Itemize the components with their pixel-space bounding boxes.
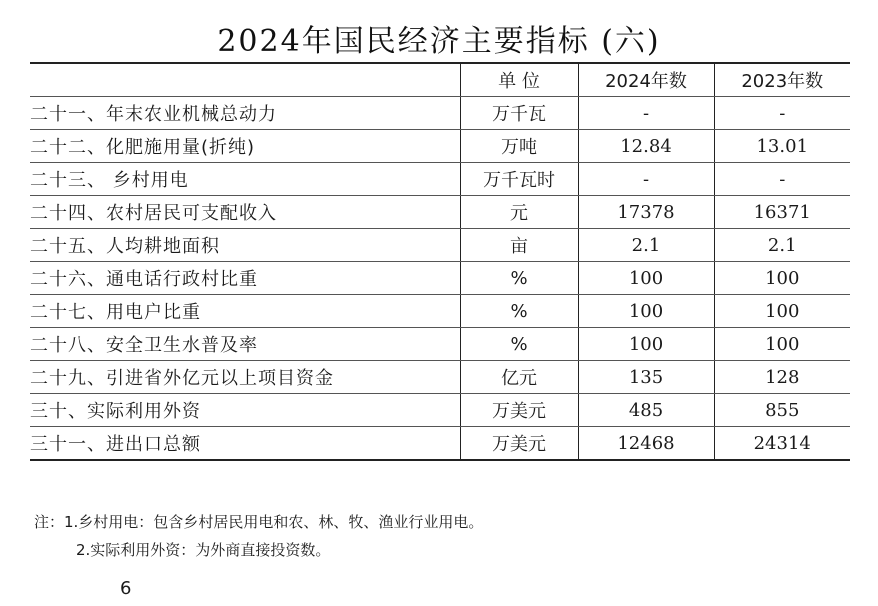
- value-2023: 855: [714, 394, 850, 427]
- table-row: [30, 262, 850, 295]
- note-2: 2.实际利用外资：为外商直接投资数。: [76, 541, 331, 559]
- header-indicator: [30, 63, 460, 97]
- value-2023: 16371: [714, 196, 850, 229]
- indicator-name: 二十五、人均耕地面积: [30, 229, 460, 262]
- table-row: [30, 328, 850, 361]
- unit-cell: 元: [460, 196, 578, 229]
- value-2024: 100: [578, 328, 714, 361]
- value-2023: 13.01: [714, 130, 850, 163]
- indicator-name: 二十七、用电户比重: [30, 295, 460, 328]
- unit-cell: 万千瓦时: [460, 163, 578, 196]
- header-2023: 2023年数: [714, 63, 850, 97]
- indicator-name: 三十一、进出口总额: [30, 427, 460, 461]
- value-2023: 100: [714, 295, 850, 328]
- indicator-name: 二十一、年末农业机械总动力: [30, 97, 460, 130]
- indicator-name: 二十三、 乡村用电: [30, 163, 460, 196]
- note-1: 注：1.乡村用电：包含乡村居民用电和农、林、牧、渔业行业用电。: [34, 513, 484, 531]
- value-2023: 100: [714, 262, 850, 295]
- unit-cell: 万千瓦: [460, 97, 578, 130]
- value-2023: 2.1: [714, 229, 850, 262]
- indicator-name: 二十八、安全卫生水普及率: [30, 328, 460, 361]
- table-row: [30, 361, 850, 394]
- indicator-name: 二十四、农村居民可支配收入: [30, 196, 460, 229]
- unit-cell: %: [460, 262, 578, 295]
- table-row: [30, 163, 850, 196]
- value-2023: 24314: [714, 427, 850, 461]
- value-2024: 17378: [578, 196, 714, 229]
- value-2023: 128: [714, 361, 850, 394]
- value-2023: -: [714, 163, 850, 196]
- table-row: [30, 295, 850, 328]
- indicators-table: [30, 62, 850, 461]
- unit-cell: 万美元: [460, 427, 578, 461]
- unit-cell: %: [460, 295, 578, 328]
- indicator-name: 二十九、引进省外亿元以上项目资金: [30, 361, 460, 394]
- value-2024: -: [578, 163, 714, 196]
- value-2023: 100: [714, 328, 850, 361]
- value-2024: 12468: [578, 427, 714, 461]
- indicator-name: 二十六、通电话行政村比重: [30, 262, 460, 295]
- value-2024: 100: [578, 262, 714, 295]
- value-2024: 135: [578, 361, 714, 394]
- unit-cell: 亿元: [460, 361, 578, 394]
- value-2024: -: [578, 97, 714, 130]
- page-title: 2024年国民经济主要指标 (六): [217, 24, 661, 59]
- value-2024: 2.1: [578, 229, 714, 262]
- table-row: [30, 97, 850, 130]
- page-number: 6: [120, 578, 132, 599]
- table-row: [30, 229, 850, 262]
- value-2024: 100: [578, 295, 714, 328]
- table-body: [30, 97, 850, 461]
- indicator-name: 三十、实际利用外资: [30, 394, 460, 427]
- table-row: [30, 394, 850, 427]
- value-2024: 12.84: [578, 130, 714, 163]
- unit-cell: 万吨: [460, 130, 578, 163]
- table-row: [30, 427, 850, 461]
- table-row: [30, 130, 850, 163]
- indicator-name: 二十二、化肥施用量(折纯): [30, 130, 460, 163]
- notes: [34, 508, 483, 564]
- header-unit: 单 位: [460, 63, 578, 97]
- table-row: [30, 196, 850, 229]
- value-2024: 485: [578, 394, 714, 427]
- unit-cell: 亩: [460, 229, 578, 262]
- unit-cell: %: [460, 328, 578, 361]
- header-2024: 2024年数: [578, 63, 714, 97]
- table-header-row: [30, 63, 850, 97]
- value-2023: -: [714, 97, 850, 130]
- unit-cell: 万美元: [460, 394, 578, 427]
